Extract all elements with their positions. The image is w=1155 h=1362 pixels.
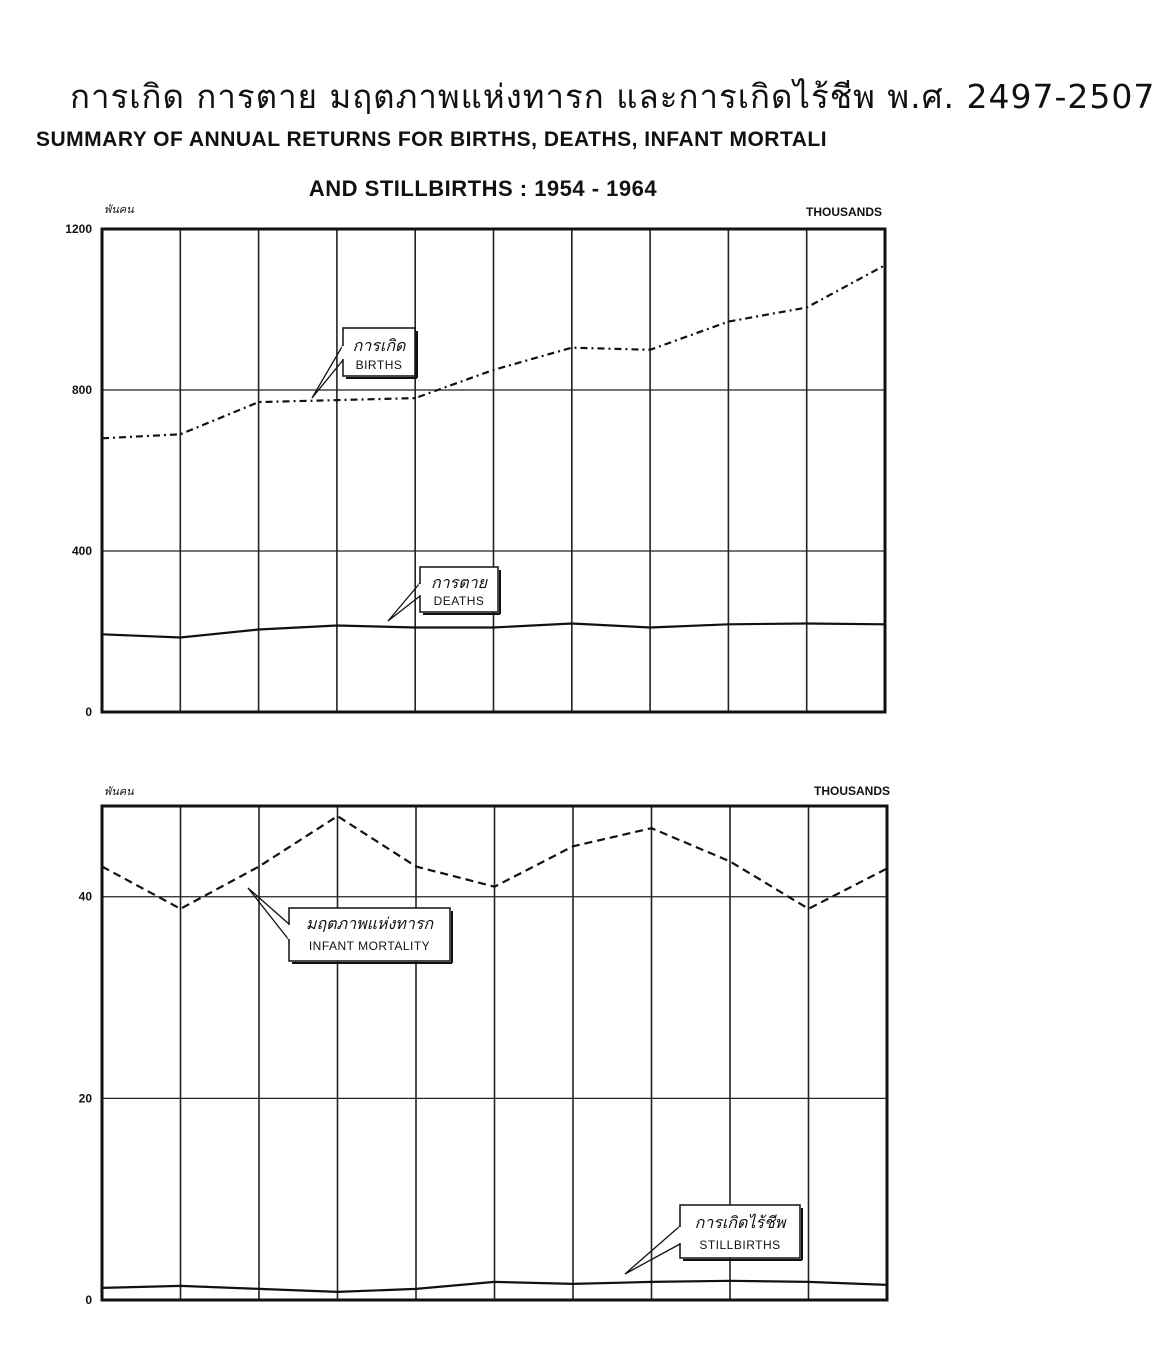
subtitle-english: AND STILLBIRTHS : 1954 - 1964 xyxy=(308,176,658,201)
y-tick-label: 1200 xyxy=(65,222,92,236)
series-label-thai: การเกิดไร้ชีพ xyxy=(694,1213,786,1232)
y-unit-label-thai: พันคน xyxy=(104,785,134,798)
data-point xyxy=(337,1291,339,1293)
data-point xyxy=(808,1281,810,1283)
data-point xyxy=(649,627,651,629)
data-point xyxy=(729,861,731,863)
data-point xyxy=(886,868,888,870)
callout-births xyxy=(312,328,417,398)
data-point xyxy=(651,1281,653,1283)
data-point xyxy=(180,1285,182,1287)
data-point xyxy=(493,627,495,629)
series-label-thai: มฤตภาพแห่งทารก xyxy=(305,914,434,933)
y-tick-label: 0 xyxy=(85,1293,92,1307)
series-label-english: INFANT MORTALITY xyxy=(308,939,431,953)
title-english: SUMMARY OF ANNUAL RETURNS FOR BIRTHS, DEATHS, INFANT MORTALI xyxy=(36,128,828,151)
series-label-thai: การตาย xyxy=(430,573,488,592)
data-point xyxy=(808,908,810,910)
callout-pointer xyxy=(625,1226,680,1274)
chart-1 xyxy=(65,203,886,719)
data-point xyxy=(806,623,808,625)
data-point xyxy=(258,401,260,403)
data-point xyxy=(571,623,573,625)
chart-2 xyxy=(79,784,890,1307)
data-point xyxy=(728,321,730,323)
data-point xyxy=(884,264,886,266)
data-point xyxy=(180,637,182,639)
data-point xyxy=(728,623,730,625)
data-point xyxy=(258,866,260,868)
y-tick-label: 0 xyxy=(85,705,92,719)
y-unit-label-english: THOUSANDS xyxy=(813,784,890,798)
data-point xyxy=(414,627,416,629)
y-tick-label: 800 xyxy=(71,383,92,397)
y-tick-label: 40 xyxy=(78,889,92,904)
data-point xyxy=(806,307,808,309)
callout-deaths xyxy=(388,567,500,621)
data-point xyxy=(101,1287,103,1289)
data-point xyxy=(336,625,338,627)
data-point xyxy=(415,1288,417,1290)
data-point xyxy=(571,347,573,349)
data-point xyxy=(886,1284,888,1286)
title-thai: การเกิด การตาย มฤตภาพแห่งทารก และการเกิดไร้ชีพ พ.ศ. 2497-2507 xyxy=(70,77,1155,116)
data-point xyxy=(415,866,417,868)
data-point xyxy=(101,866,103,868)
data-point xyxy=(101,634,103,636)
series-label-thai: การเกิด xyxy=(352,336,406,355)
data-point xyxy=(180,433,182,435)
data-point xyxy=(572,1283,574,1285)
y-unit-label-english: THOUSANDS xyxy=(805,205,882,219)
y-unit-label-thai: พันคน xyxy=(104,203,134,216)
data-point xyxy=(651,827,653,829)
data-point xyxy=(336,399,338,401)
data-point xyxy=(180,908,182,910)
series-label-english: DEATHS xyxy=(433,594,485,608)
y-tick-label: 400 xyxy=(71,544,92,558)
callout-infant-mortality xyxy=(248,888,452,963)
data-point xyxy=(572,846,574,848)
y-tick-label: 20 xyxy=(78,1091,92,1106)
series-label-english: STILLBIRTHS xyxy=(699,1238,781,1252)
data-point xyxy=(494,886,496,888)
callout-pointer xyxy=(248,888,289,940)
data-point xyxy=(884,623,886,625)
data-point xyxy=(337,815,339,817)
data-point xyxy=(729,1280,731,1282)
series-label-english: BIRTHS xyxy=(355,358,403,372)
data-point xyxy=(258,1288,260,1290)
data-point xyxy=(494,1281,496,1283)
data-point xyxy=(258,629,260,631)
data-point xyxy=(414,397,416,399)
data-point xyxy=(493,369,495,371)
data-point xyxy=(649,349,651,351)
data-point xyxy=(101,438,103,440)
